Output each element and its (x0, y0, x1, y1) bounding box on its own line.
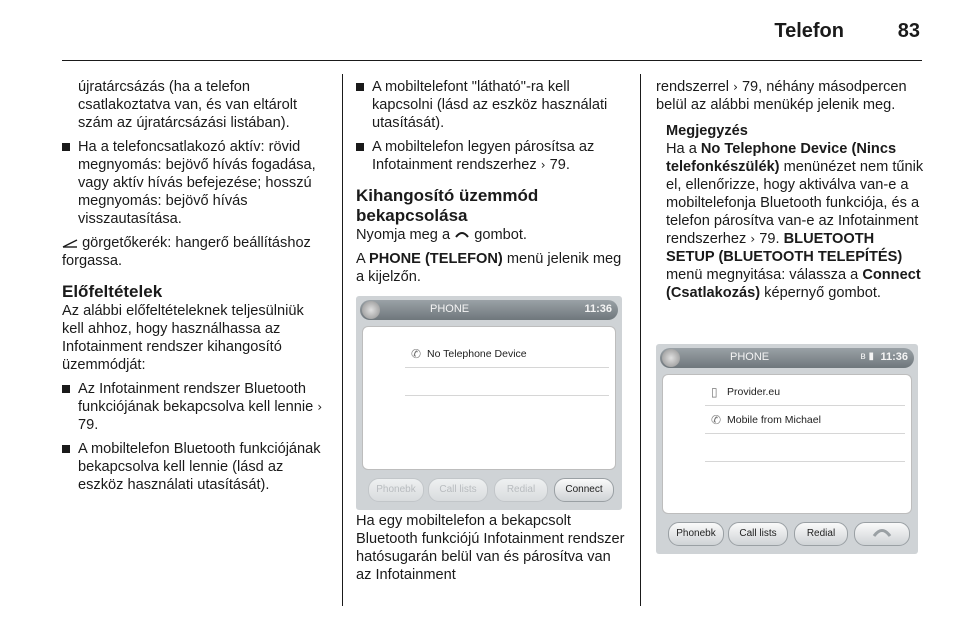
thumbwheel-icon (62, 238, 78, 248)
list-item-empty (405, 369, 609, 396)
bluetooth-range-paragraph: Ha egy mobiltelefon a bekapcsolt Bluetooth funkciójú Infotainment rendszer hatósugarán belül van és párosítva van az Infotainment (356, 513, 625, 583)
phonebook-button[interactable]: Phonebk (668, 522, 724, 546)
bullet-icon (62, 143, 70, 151)
bullet-item-paired: A mobiltelefon legyen párosítsa az Infotainment rendszerhez › 79. (356, 138, 626, 174)
prerequisites-intro: Az alábbi előfeltételeknek teljesülniük kell ahhoz, hogy használhassa az Infotainment rendszer kihangosító üzemmódját: (62, 303, 304, 373)
phone-screen-no-device (356, 296, 622, 510)
column-divider-2 (640, 74, 641, 606)
column-3 (656, 78, 924, 302)
list-item[interactable]: ✆ No Telephone Device (405, 341, 609, 368)
connect-button[interactable]: Connect (554, 478, 614, 502)
bullet-icon (356, 83, 364, 91)
redial-button[interactable]: Redial (494, 478, 548, 502)
section-heading-prerequisites: Előfeltételek (62, 282, 163, 301)
pairing-paragraph: rendszerrel › 79, néhány másodpercen belül az alábbi menükép jelenik meg. (656, 78, 924, 114)
bullet-item-visible: A mobiltelefont "látható"-ra kell kapcsolni (lásd az eszköz használati utasítását). (356, 78, 626, 132)
screen-top-bar: PHONE 11:36 (360, 300, 618, 320)
bullet-item-bluetooth-system: Az Infotainment rendszer Bluetooth funkciójának bekapcsolva kell lennie › 79. (62, 380, 328, 434)
screen-top-bar: PHONE ʙ ▮ 11:36 (660, 348, 914, 368)
bullet-icon (62, 445, 70, 453)
screen-button-bar (660, 522, 914, 548)
phone-handset-icon (454, 230, 470, 240)
list-item[interactable]: ▯ Provider.eu (705, 379, 905, 406)
screen-button-bar (360, 478, 618, 504)
header-rule (62, 60, 922, 61)
column-divider-1 (342, 74, 343, 606)
screen-list (662, 374, 912, 514)
page-title: Telefon (774, 20, 844, 42)
page-ref-icon (317, 400, 322, 414)
page-header (0, 0, 960, 58)
bullet-item-short-press: Ha a telefoncsatlakozó aktív: rövid megnyomás: bejövő hívás fogadása, vagy aktív hívás befejezése; hosszú megnyomás: bejövő hívás visszautasítása. (62, 138, 328, 228)
section-heading-handsfree: Kihangosító üzemmód bekapcsolása (356, 186, 539, 225)
column-1 (62, 78, 328, 494)
call-lists-button[interactable]: Call lists (728, 522, 788, 546)
list-item[interactable]: ✆ Mobile from Michael (705, 407, 905, 434)
phone-handset-icon: ✆ (411, 347, 422, 361)
home-icon (362, 301, 380, 319)
call-button[interactable] (854, 522, 910, 546)
phone-handset-icon (871, 527, 893, 539)
page-number: 83 (897, 20, 920, 42)
page-ref-icon (541, 158, 546, 172)
continued-text: újratárcsázás (ha a telefon csatlakoztatva van, és van eltárolt szám az újratárcsázási listában). (78, 79, 298, 131)
note-block: Megjegyzés Ha a No Telephone Device (Nincs telefonkészülék) menünézet nem tűnik el, ellenőrizze, hogy aktiválva van-e a mobiltelefonja Bluetooth funkciója, és a telefon párosítva van-e az Infotainment rendszerhez › 79. BLUETOOTH SETUP (BLUETOOTH TELEPÍTÉS) menü megnyitása: válassza a Connect (Csatlakozás) képernyő gombot. (656, 122, 924, 302)
bullet-icon (62, 385, 70, 393)
bullet-item-bluetooth-phone: A mobiltelefon Bluetooth funkciójának bekapcsolva kell lennie (lásd az eszköz használati utasítását). (62, 440, 328, 494)
page-ref-icon (733, 80, 738, 94)
phone-screen-devices (656, 344, 918, 554)
page-ref-icon (750, 232, 755, 246)
phone-handset-icon: ✆ (711, 413, 722, 427)
bluetooth-signal-icon: ʙ ▮ (860, 351, 874, 362)
bullet-icon (356, 143, 364, 151)
call-lists-button[interactable]: Call lists (428, 478, 488, 502)
screen-list (362, 326, 616, 470)
home-icon (662, 349, 680, 367)
list-item-empty (705, 435, 905, 462)
redial-button[interactable]: Redial (794, 522, 848, 546)
phonebook-button[interactable]: Phonebk (368, 478, 424, 502)
wheel-paragraph: görgetőkerék: hangerő beállításhoz forgassa. (62, 235, 311, 269)
phone-menu-paragraph: A PHONE (TELEFON) menü jelenik meg a kijelzőn. (356, 251, 622, 285)
press-button-paragraph: Nyomja meg a gombot. (356, 227, 527, 243)
mobile-phone-icon: ▯ (711, 385, 718, 399)
note-title: Megjegyzés (666, 123, 748, 139)
